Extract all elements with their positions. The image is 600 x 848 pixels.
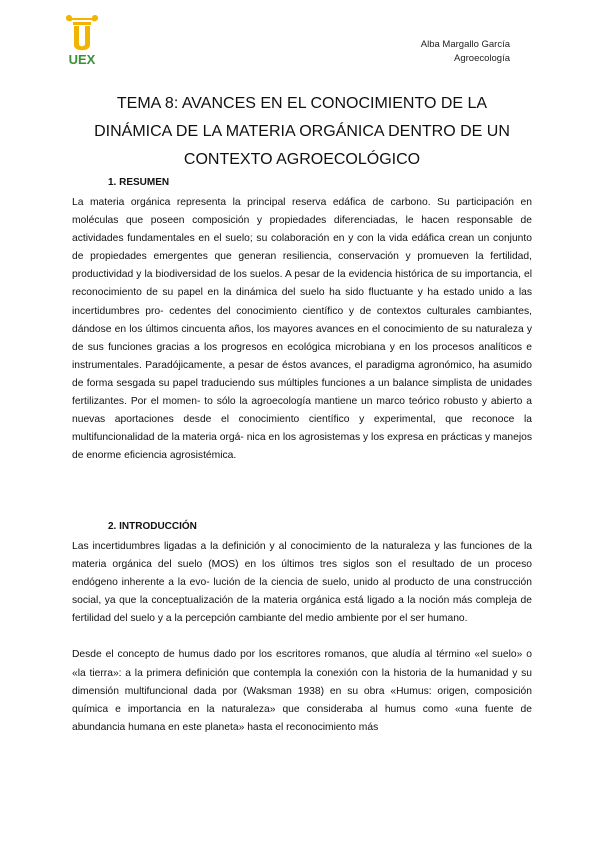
university-logo — [62, 12, 102, 68]
introduccion-paragraph-1: Las incertidumbres ligadas a la definición y al conocimiento de la naturaleza y las funciones de la materia orgánica del suelo (MOS) en los últimos tres siglos son el resultado de un proceso endógeno inherente a la evo- lución de la ciencia de suelo, unido al producto de una construcción social, ya que la conceptualización de la materia orgánica está ligado a la noción más compleja de fertilidad del suelo y a la percepción cambiante del medio ambiente por el ser humano. — [72, 541, 532, 625]
header-info — [421, 38, 510, 66]
document-title — [72, 90, 532, 174]
title-line-1: TEMA 8: AVANCES EN EL CONOCIMIENTO DE LA — [116, 95, 488, 112]
section-introduccion — [72, 520, 532, 737]
logo-text: UEX — [68, 52, 96, 67]
title-line-3: CONTEXTO AGROECOLÓGICO — [183, 151, 421, 168]
title-line-2: DINÁMICA DE LA MATERIA ORGÁNICA DENTRO DE UN — [94, 123, 510, 140]
author-name: Alba Margallo García — [420, 39, 510, 50]
resumen-paragraph: La materia orgánica representa la principal reserva edáfica de carbono. Su participación en moléculas que poseen composición y propiedades diferenciadas, le hacen responsable de actividades fundamentales en el suelo; su colaboración en y con la vida edáfica crean un conjunto de propiedades emergentes que generan resiliencia, conservación y promueven la fertilidad, productividad y la biodiversidad de los suelos. A pesar de la evidencia histórica de su importancia, el reconocimiento de su papel en la dinámica del suelo ha sido fluctuante y ha estado unido a las incertidumbres pro- cedentes del conocimiento científico y de contextos culturales cambiantes, dándose en los últimos cincuenta años, los mayores avances en el conocimiento de su naturaleza y de sus funciones gracias a los progresos en ecológica microbiana y en los procesos analíticos e instrumentales. Paradójicamente, a pesar de éstos avances, el paradigma agronómico, ha asumido de forma sesgada su papel traduciendo sus múltiples funciones a un balance simplista de unidades fertilizantes. Por el momen- to sólo la agroecología mantiene un marco teórico robusto y abierto a nuevas aportaciones desde el conocimiento científico y experimental, que reconoce la multifuncionalidad de la materia orgá- nica en los agrosistemas y los expresa en prácticas y manejos de enorme eficiencia agrosistémica. — [72, 197, 532, 462]
section-heading-resumen: 1. RESUMEN — [108, 177, 170, 188]
section-resumen — [72, 176, 532, 465]
section-heading-introduccion: 2. INTRODUCCIÓN — [108, 521, 197, 532]
course-name: Agroecología — [454, 53, 510, 64]
introduccion-paragraph-2: Desde el concepto de humus dado por los escritores romanos, que aludía al término «el suelo» o «la tierra»: a la primera definición que contempla la conexión con la historia de la humanidad y su dimensión multifuncional dada por (Waksman 1938) en su obra «Humus: origen, composición química e importancia en la naturaleza» que consideraba al humus como «una fuente de abundancia humana en este planeta» hasta el reconocimiento más — [72, 649, 532, 733]
